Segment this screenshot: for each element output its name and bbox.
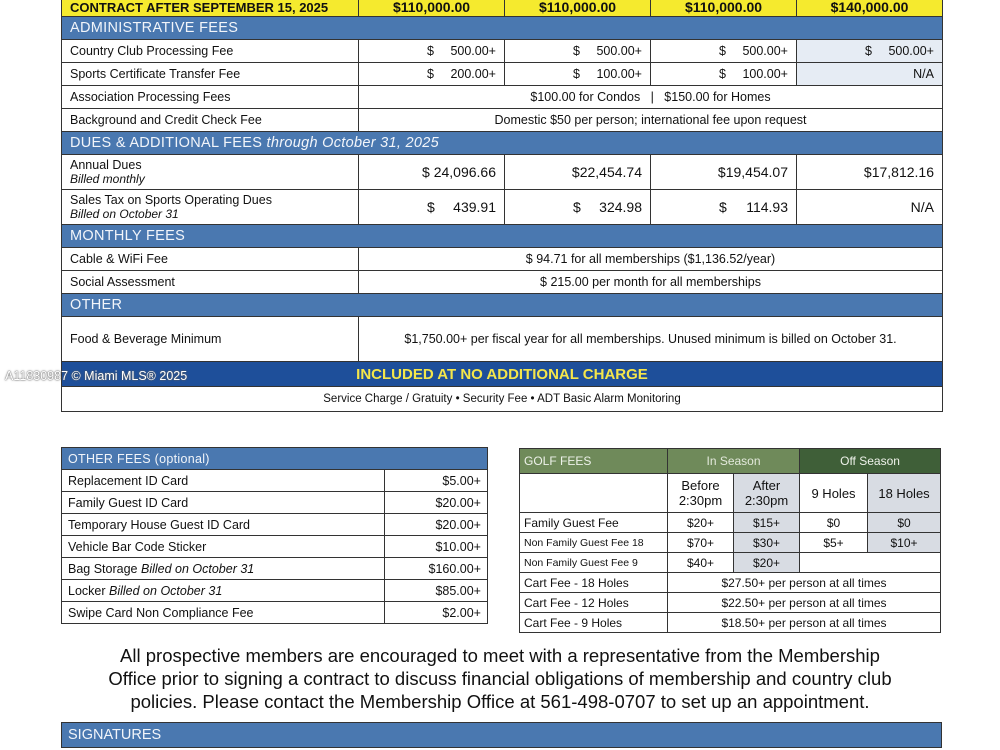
social-assessment-row xyxy=(62,271,943,294)
row-label: Vehicle Bar Code Sticker xyxy=(62,536,385,558)
row-label: Locker xyxy=(68,583,106,598)
other-fees-header: OTHER FEES xyxy=(68,451,151,466)
row-label: Sales Tax on Sports Operating Dues xyxy=(70,193,272,207)
sales-tax-row xyxy=(62,190,943,225)
row-label: Bag Storage xyxy=(68,561,138,576)
table-row xyxy=(520,593,941,613)
dues-header-period: through October 31, 2025 xyxy=(266,135,440,151)
social-assessment-value: $ 215.00 per month for all memberships xyxy=(359,271,943,294)
table-row xyxy=(62,580,488,602)
row-sublabel: Billed monthly xyxy=(70,172,145,186)
fee-value: 200.00+ xyxy=(450,67,496,81)
fee-value: $70+ xyxy=(668,533,734,553)
table-row xyxy=(520,573,941,593)
row-value: $20.00+ xyxy=(385,514,488,536)
fee-value: 100.00+ xyxy=(742,67,788,81)
tax-value: N/A xyxy=(797,190,943,225)
other-header-row xyxy=(62,294,943,317)
annual-dues-row xyxy=(62,155,943,190)
contract-value-2: $110,000.00 xyxy=(505,0,651,17)
signatures-header: SIGNATURES xyxy=(62,723,942,748)
cart-fee-value: $27.50+ per person at all times xyxy=(668,573,941,593)
contract-label: CONTRACT AFTER SEPTEMBER 15, 2025 xyxy=(62,0,359,17)
table-row xyxy=(62,536,488,558)
notice-line: policies. Please contact the Membership Office at 561-498-0707 to set up an appointment. xyxy=(130,691,870,712)
row-label: Replacement ID Card xyxy=(62,470,385,492)
mls-watermark: A11830987 © Miami MLS® 2025 xyxy=(5,369,188,383)
table-row xyxy=(62,470,488,492)
row-value: $20.00+ xyxy=(385,492,488,514)
fee-value: 500.00+ xyxy=(450,44,496,58)
cart-fee-value: $22.50+ per person at all times xyxy=(668,593,941,613)
row-label: Sports Certificate Transfer Fee xyxy=(62,63,359,86)
table-row xyxy=(62,492,488,514)
dues-value-1: $ 24,096.66 xyxy=(359,155,505,190)
dues-value-2: $22,454.74 xyxy=(505,155,651,190)
dues-header: DUES & ADDITIONAL FEES xyxy=(70,135,263,151)
fee-value: 500.00+ xyxy=(596,44,642,58)
row-label: Annual Dues xyxy=(70,158,142,172)
golf-subheader-row xyxy=(520,474,941,513)
notice-line: Office prior to signing a contract to discuss financial obligations of membership and country club xyxy=(108,668,892,689)
fee-value: N/A xyxy=(797,63,943,86)
contract-value-4: $140,000.00 xyxy=(797,0,943,17)
row-label: Background and Credit Check Fee xyxy=(62,109,359,132)
fee-value: $40+ xyxy=(668,553,734,573)
contract-row xyxy=(62,0,943,17)
row-value: $2.00+ xyxy=(385,602,488,624)
currency-sign: $ xyxy=(427,199,435,215)
currency-sign: $ xyxy=(427,67,434,81)
currency-sign: $ xyxy=(865,44,872,58)
row-value: $10.00+ xyxy=(385,536,488,558)
fee-schedule-table xyxy=(61,0,943,412)
row-label: Cable & WiFi Fee xyxy=(62,248,359,271)
currency-sign: $ xyxy=(573,67,580,81)
eighteen-holes-header: 18 Holes xyxy=(868,474,941,513)
contract-value-3: $110,000.00 xyxy=(651,0,797,17)
background-check-value: Domestic $50 per person; international fee upon request xyxy=(359,109,943,132)
other-header: OTHER xyxy=(62,294,943,317)
row-label: Cart Fee - 12 Holes xyxy=(520,593,668,613)
row-label: Swipe Card Non Compliance Fee xyxy=(62,602,385,624)
table-row xyxy=(520,613,941,633)
golf-header-row xyxy=(520,449,941,474)
currency-sign: $ xyxy=(719,67,726,81)
row-value: $85.00+ xyxy=(385,580,488,602)
tax-value: 114.93 xyxy=(746,199,788,215)
row-label: Non Family Guest Fee 18 xyxy=(520,533,668,553)
off-season-header: Off Season xyxy=(800,449,941,474)
row-label: Family Guest Fee xyxy=(520,513,668,533)
fee-value: $30+ xyxy=(734,533,800,553)
association-fee-row xyxy=(62,86,943,109)
fee-value: $0 xyxy=(868,513,941,533)
dues-value-4: $17,812.16 xyxy=(797,155,943,190)
included-items-row xyxy=(62,387,943,412)
sports-cert-fee-row xyxy=(62,63,943,86)
table-row xyxy=(62,558,488,580)
membership-notice xyxy=(20,644,980,713)
fee-value: $15+ xyxy=(734,513,800,533)
signatures-table xyxy=(61,722,942,748)
table-row xyxy=(520,513,941,533)
nine-holes-header: 9 Holes xyxy=(800,474,868,513)
row-label: Association Processing Fees xyxy=(62,86,359,109)
table-row xyxy=(62,514,488,536)
other-fees-header-row xyxy=(62,448,488,470)
row-label: Temporary House Guest ID Card xyxy=(62,514,385,536)
fee-value: $20+ xyxy=(668,513,734,533)
background-check-row xyxy=(62,109,943,132)
cable-wifi-row xyxy=(62,248,943,271)
fee-value: 100.00+ xyxy=(596,67,642,81)
row-label: Cart Fee - 18 Holes xyxy=(520,573,668,593)
included-header: INCLUDED AT NO ADDITIONAL CHARGE xyxy=(62,362,943,387)
table-row xyxy=(520,533,941,553)
row-sublabel: Billed on October 31 xyxy=(140,561,255,576)
row-sublabel: Billed on October 31 xyxy=(70,207,179,221)
monthly-header: MONTHLY FEES xyxy=(62,225,943,248)
homes-fee: $150.00 for Homes xyxy=(664,90,771,104)
notice-line: All prospective members are encouraged to meet with a representative from the Membership xyxy=(120,645,880,666)
row-label: Food & Beverage Minimum xyxy=(62,317,359,362)
row-value: $160.00+ xyxy=(385,558,488,580)
currency-sign: $ xyxy=(427,44,434,58)
row-label: Family Guest ID Card xyxy=(62,492,385,514)
tax-value: 439.91 xyxy=(453,199,496,215)
cable-wifi-value: $ 94.71 for all memberships ($1,136.52/year) xyxy=(359,248,943,271)
row-label: Cart Fee - 9 Holes xyxy=(520,613,668,633)
fee-value: $0 xyxy=(800,513,868,533)
before-header: Before 2:30pm xyxy=(668,474,734,513)
currency-sign: $ xyxy=(573,44,580,58)
currency-sign: $ xyxy=(573,199,581,215)
golf-fees-header: GOLF FEES xyxy=(520,449,668,474)
fee-value: 500.00+ xyxy=(888,44,934,58)
fee-value: $5+ xyxy=(800,533,868,553)
food-beverage-row xyxy=(62,317,943,362)
after-header: After 2:30pm xyxy=(734,474,800,513)
condos-fee: $100.00 for Condos xyxy=(530,90,641,104)
golf-fees-table xyxy=(519,448,941,633)
included-header-row xyxy=(62,362,943,387)
row-label: Country Club Processing Fee xyxy=(62,40,359,63)
currency-sign: $ xyxy=(719,199,727,215)
included-items: Service Charge / Gratuity • Security Fee • ADT Basic Alarm Monitoring xyxy=(62,387,943,412)
row-value: $5.00+ xyxy=(385,470,488,492)
row-sublabel: Billed on October 31 xyxy=(109,583,223,598)
signatures-header-row xyxy=(62,723,942,748)
cart-fee-value: $18.50+ per person at all times xyxy=(668,613,941,633)
table-row xyxy=(520,553,941,573)
fee-value: $10+ xyxy=(868,533,941,553)
dues-value-3: $19,454.07 xyxy=(651,155,797,190)
country-club-fee-row xyxy=(62,40,943,63)
contract-value-1: $110,000.00 xyxy=(359,0,505,17)
fee-value: 500.00+ xyxy=(742,44,788,58)
fee-value: $20+ xyxy=(734,553,800,573)
separator: | xyxy=(650,90,654,104)
monthly-header-row xyxy=(62,225,943,248)
other-fees-optional: (optional) xyxy=(154,451,210,466)
table-row xyxy=(62,602,488,624)
other-fees-table xyxy=(61,447,488,624)
admin-fees-header: ADMINISTRATIVE FEES xyxy=(62,17,943,40)
row-label: Non Family Guest Fee 9 xyxy=(520,553,668,573)
row-label: Social Assessment xyxy=(62,271,359,294)
tax-value: 324.98 xyxy=(599,199,642,215)
admin-fees-header-row xyxy=(62,17,943,40)
currency-sign: $ xyxy=(719,44,726,58)
food-beverage-value: $1,750.00+ per fiscal year for all memberships. Unused minimum is billed on October 31. xyxy=(359,317,943,362)
dues-header-row xyxy=(62,132,943,155)
in-season-header: In Season xyxy=(668,449,800,474)
